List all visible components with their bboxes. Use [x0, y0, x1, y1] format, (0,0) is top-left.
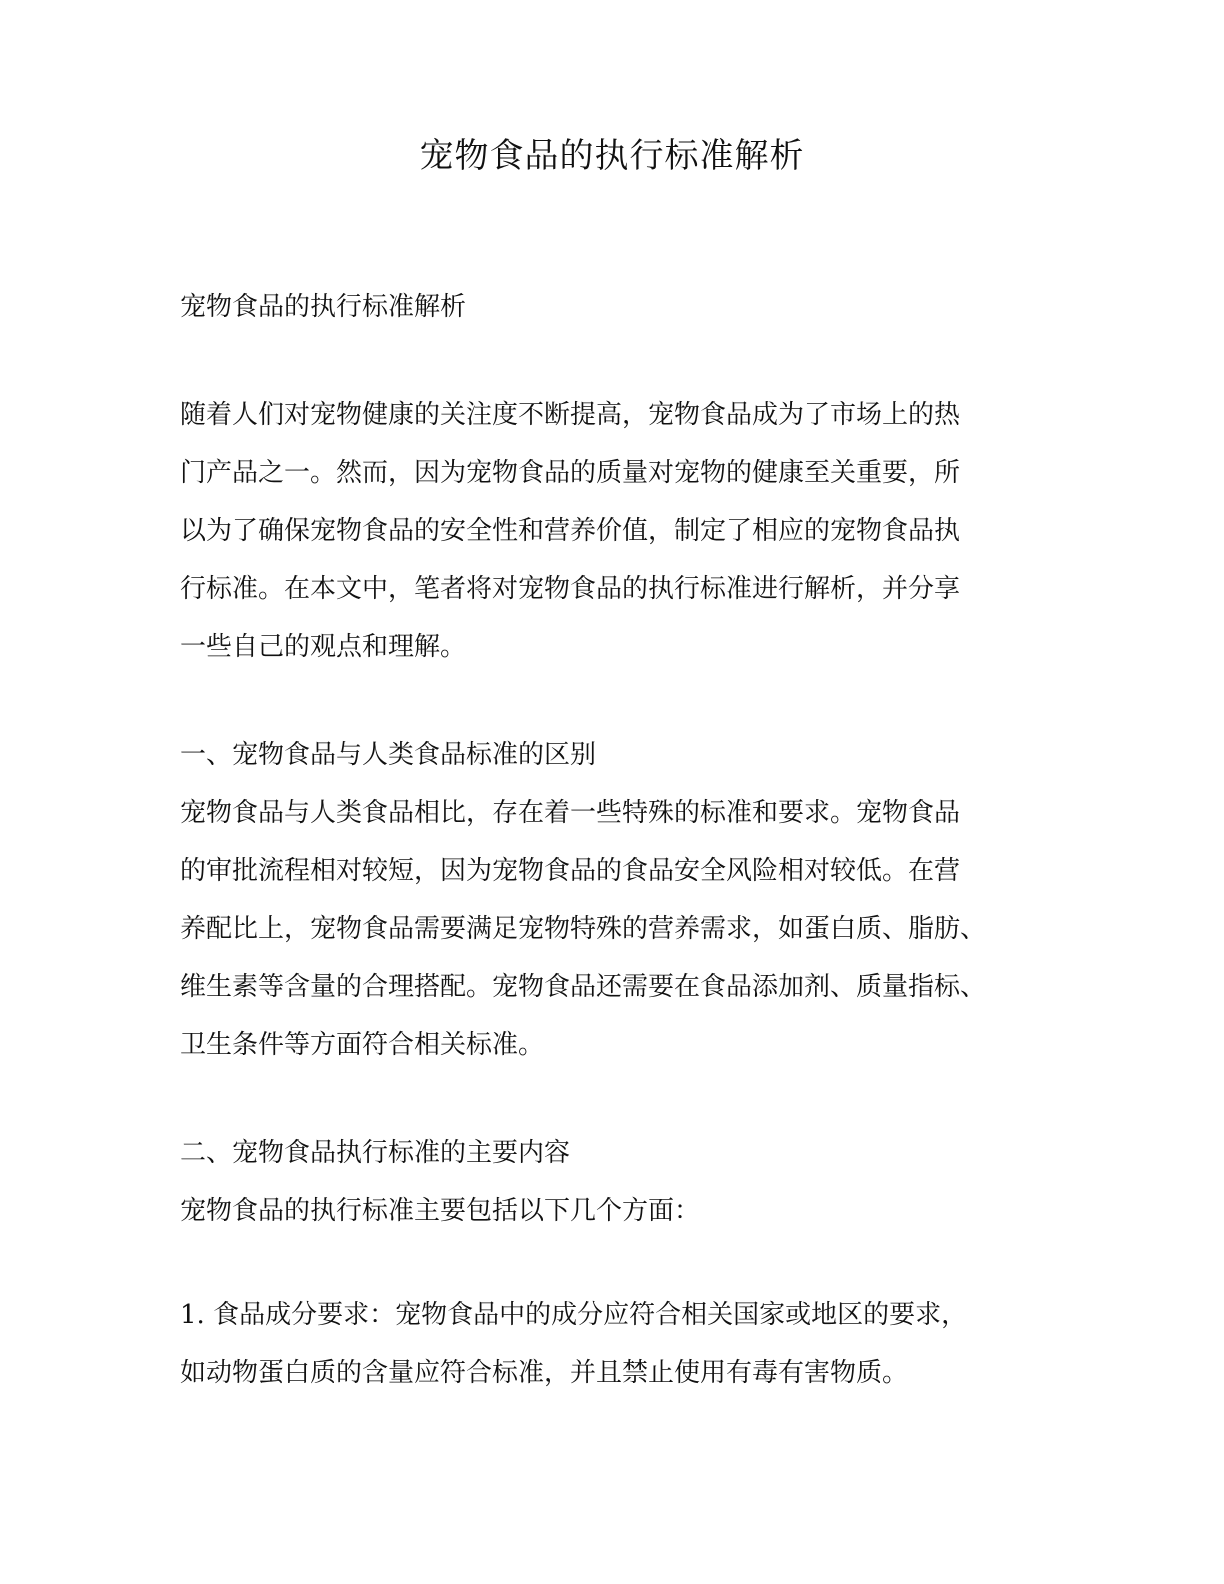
- paragraph-line: 门产品之一。然而，因为宠物食品的质量对宠物的健康至关重要，所: [180, 458, 961, 488]
- document-body: [180, 278, 1080, 1402]
- paragraph-line: 如动物蛋白质的含量应符合标准，并且禁止使用有毒有害物质。: [180, 1358, 909, 1388]
- paragraph-line: 卫生条件等方面符合相关标准。: [180, 1030, 545, 1060]
- section-1: [180, 726, 1080, 1074]
- paragraph-line: 维生素等含量的合理搭配。宠物食品还需要在食品添加剂、质量指标、: [180, 972, 987, 1002]
- paragraph-line: 的审批流程相对较短，因为宠物食品的食品安全风险相对较低。在营: [180, 856, 961, 886]
- paragraph-line: 一些自己的观点和理解。: [180, 632, 467, 662]
- paragraph-line: 行标准。在本文中，笔者将对宠物食品的执行标准进行解析，并分享: [180, 574, 961, 604]
- paragraph-line: 随着人们对宠物健康的关注度不断提高，宠物食品成为了市场上的热: [180, 400, 961, 430]
- section-heading: 二、宠物食品执行标准的主要内容: [180, 1138, 571, 1168]
- list-item: [180, 1286, 1080, 1402]
- section-heading: 一、宠物食品与人类食品标准的区别: [180, 740, 597, 770]
- paragraph-line: 养配比上，宠物食品需要满足宠物特殊的营养需求，如蛋白质、脂肪、: [180, 914, 987, 944]
- section-2: [180, 1124, 1080, 1240]
- paragraph-line: 1. 食品成分要求：宠物食品中的成分应符合相关国家或地区的要求，: [180, 1300, 968, 1330]
- paragraph-line: 宠物食品与人类食品相比，存在着一些特殊的标准和要求。宠物食品: [180, 798, 961, 828]
- document-title: 宠物食品的执行标准解析: [419, 136, 805, 176]
- document-subtitle: 宠物食品的执行标准解析: [180, 292, 467, 322]
- paragraph-line: 宠物食品的执行标准主要包括以下几个方面：: [180, 1196, 701, 1226]
- paragraph-line: 以为了确保宠物食品的安全性和营养价值，制定了相应的宠物食品执: [180, 516, 961, 546]
- intro-paragraph: [180, 386, 1080, 676]
